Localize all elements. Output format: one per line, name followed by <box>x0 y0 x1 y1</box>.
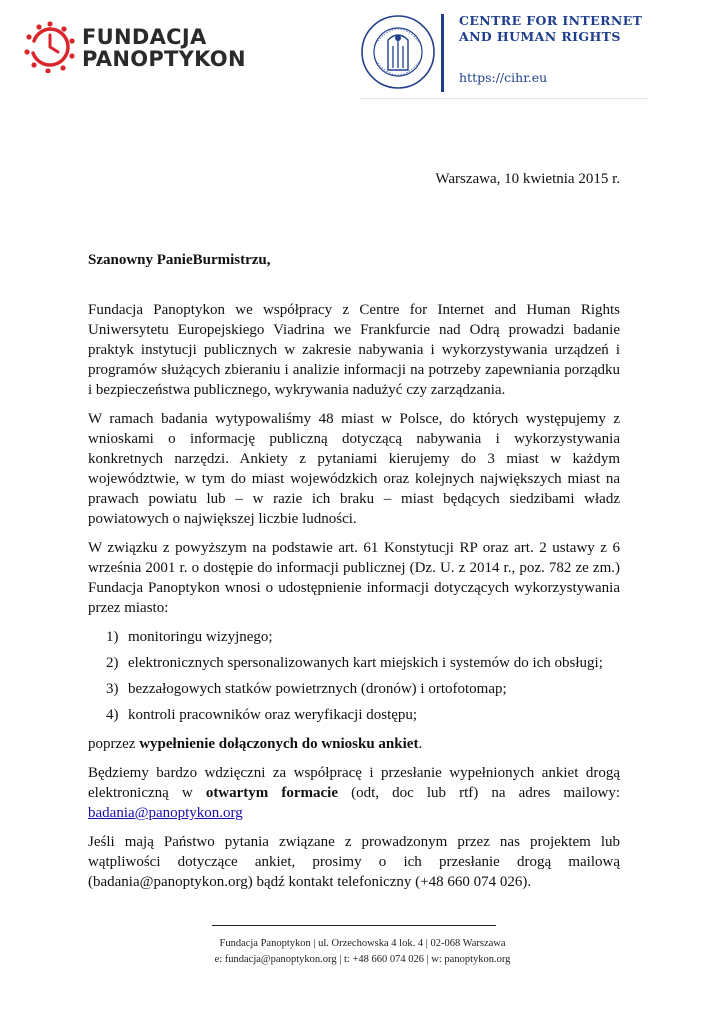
wordmark-line1: FUNDACJA <box>82 25 207 49</box>
request-bold: otwartym formacie <box>205 785 339 801</box>
paragraph-method <box>88 734 620 754</box>
paragraph-legal-basis: W związku z powyższym na podstawie art. 61 Konstytucji RP oraz art. 2 ustawy z 6 września 2001 r. o dostępie do informacji publicznej (Dz. U. z 2014 r., poz. 782 ze zm.) Fundacja Panoptykon wnosi o udostępnienie informacji dotyczących wykorzystywania przez miasto: <box>88 540 620 616</box>
salutation: Szanowny PanieBurmistrzu, <box>88 252 271 268</box>
cihr-line2: AND HUMAN RIGHTS <box>459 29 621 44</box>
footer-address: Fundacja Panoptykon | ul. Orzechowska 4 lok. 4 | 02-068 Warszawa <box>219 938 506 949</box>
paragraph-contact: Jeśli mają Państwo pytania związane z prowadzonym przez nas projektem lub wątpliwości dotyczące ankiet, prosimy o ich przesłanie drogą mailową (badania@panoptykon.org) bądź kontakt telefoniczny (+48 660 074 026). <box>88 834 620 890</box>
list-item <box>88 705 620 725</box>
list-number: 2) <box>106 655 119 671</box>
cihr-line1: CENTRE FOR INTERNET <box>459 13 643 28</box>
list-number: 1) <box>106 629 119 645</box>
list-text: monitoringu wizyjnego; <box>128 629 273 645</box>
header-divider <box>441 14 444 92</box>
email-link[interactable]: badania@panoptykon.org <box>88 805 243 821</box>
footer-rule <box>212 925 496 926</box>
panoptykon-logo <box>24 18 246 80</box>
method-bold: wypełnienie dołączonych do wniosku ankiet <box>139 736 419 752</box>
panoptykon-eye-icon <box>24 21 76 73</box>
cihr-name <box>459 13 642 45</box>
request-list <box>88 627 620 725</box>
header-rule <box>360 98 648 99</box>
cihr-url: https://cihr.eu <box>459 70 548 85</box>
viadrina-seal-icon <box>360 14 436 90</box>
paragraph-request <box>88 763 620 823</box>
wordmark-line2: PANOPTYKON <box>82 47 246 71</box>
list-number: 4) <box>106 707 119 723</box>
list-item <box>88 627 620 647</box>
footer-contact: e: fundacja@panoptykon.org | t: +48 660 074 026 | w: panoptykon.org <box>214 954 511 965</box>
footer <box>0 936 725 968</box>
letter-text <box>88 300 620 901</box>
method-prefix: poprzez <box>88 736 140 752</box>
request-suffix: (odt, doc lub rtf) na adres mailowy: <box>338 785 621 801</box>
paragraph-intro: Fundacja Panoptykon we współpracy z Centre for Internet and Human Rights Uniwersytetu Europejskiego Viadrina we Frankfurcie nad Odrą prowadzi badanie praktyk instytucji publicznych w zakresie nabywania i wykorzystywania urządzeń i programów służących zbieraniu i analizie informacji na potrzeby zapewniania porządku i bezpieczeństwa publicznego, wykrywania nadużyć czy zarządzania. <box>88 302 620 398</box>
list-item <box>88 679 620 699</box>
list-text: kontroli pracowników oraz weryfikacji dostępu; <box>128 707 418 723</box>
panoptykon-wordmark <box>82 26 246 70</box>
letter-date: Warszawa, 10 kwietnia 2015 r. <box>435 171 620 187</box>
list-text: bezzałogowych statków powietrznych (dronów) i ortofotomap; <box>128 681 507 697</box>
list-number: 3) <box>106 681 119 697</box>
list-text: elektronicznych spersonalizowanych kart miejskich i systemów do ich obsługi; <box>128 655 603 671</box>
method-suffix: . <box>418 736 423 752</box>
request-prefix: Będziemy bardzo wdzięczni za współpracę i przesłanie wypełnionych ankiet drogą elektroniczną w <box>88 765 620 801</box>
paragraph-scope: W ramach badania wytypowaliśmy 48 miast w Polsce, do których występujemy z wnioskami o informację publiczną dotyczącą nabywania i wykorzystywania konkretnych narzędzi. Ankiety z pytaniami kierujemy do 3 miast w każdym województwie, w tym do miast wojewódzkich oraz kolejnych największych miast na prawach powiatu lub – w razie ich braku – miast będących siedzibami władz powiatowych o największej liczbie ludności. <box>88 411 620 527</box>
list-item <box>88 653 620 673</box>
letterhead <box>0 0 725 110</box>
